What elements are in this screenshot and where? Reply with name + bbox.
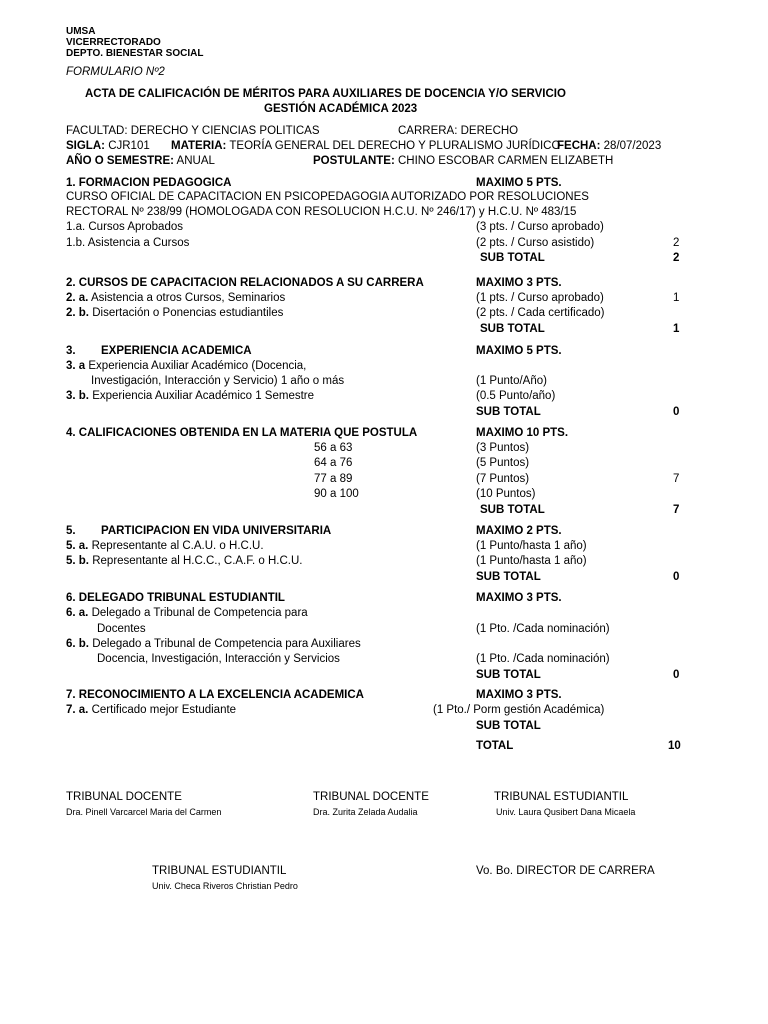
item-1a: 1.a. Cursos Aprobados <box>66 221 183 233</box>
signature-name: Dra. Zurita Zelada Audalia <box>313 807 418 817</box>
item-6a-number: 6. a. <box>66 607 89 619</box>
grade-range: 77 a 89 <box>314 473 353 485</box>
item-7a-points: (1 Pto./ Porm gestión Académica) <box>433 704 605 716</box>
item-5b-number: 5. b. <box>66 555 90 567</box>
carrera: CARRERA: DERECHO <box>398 125 519 137</box>
form-number: FORMULARIO Nº2 <box>66 66 165 78</box>
section-2-max: MAXIMO 3 PTS. <box>476 277 562 289</box>
item-3a <box>66 361 306 373</box>
section-6-title: 6. DELEGADO TRIBUNAL ESTUDIANTIL <box>66 592 285 604</box>
item-5a-number: 5. a. <box>66 540 89 552</box>
section-1-desc-2: RECTORAL Nº 238/99 (HOMOLOGADA CON RESOLUCION H.C.U. Nº 246/17) y H.C.U. Nº 483/15 <box>66 206 577 218</box>
section-3-title: EXPERIENCIA ACADEMICA <box>101 345 252 357</box>
section-5-max: MAXIMO 2 PTS. <box>476 525 562 537</box>
signature-role: Vo. Bo. DIRECTOR DE CARRERA <box>476 865 655 877</box>
section-7-title: 7. RECONOCIMIENTO A LA EXCELENCIA ACADEMICA <box>66 689 364 701</box>
section-5-number: 5. <box>66 525 76 537</box>
item-6b-text: Delegado a Tribunal de Competencia para Auxiliares <box>92 638 361 650</box>
item-3b <box>66 391 314 403</box>
anio-label: AÑO O SEMESTRE: <box>66 155 174 167</box>
item-2a-text: Asistencia a otros Cursos, Seminarios <box>90 292 286 304</box>
facultad: FACULTAD: DERECHO Y CIENCIAS POLITICAS <box>66 125 320 137</box>
item-5a-text: Representante al C.A.U. o H.C.U. <box>91 540 264 552</box>
anio-value: ANUAL <box>176 155 215 167</box>
section-2-subtotal: 1 <box>673 323 680 335</box>
item-3b-points: (0.5 Punto/año) <box>476 390 556 402</box>
item-2a-points: (1 pts. / Curso aprobado) <box>476 292 604 304</box>
item-6b-points: (1 Pto. /Cada nominación) <box>476 653 610 665</box>
section-6-subtotal-label: SUB TOTAL <box>476 669 541 681</box>
section-1-subtotal-label: SUB TOTAL <box>480 252 545 264</box>
sigla-line <box>66 141 150 153</box>
vice-name: VICERRECTORADO <box>66 37 161 48</box>
total-value: 10 <box>668 740 681 752</box>
item-2b-text: Disertación o Ponencias estudiantiles <box>92 307 284 319</box>
total-label: TOTAL <box>476 740 514 752</box>
item-6a-text-2: Docentes <box>97 623 146 635</box>
section-6-max: MAXIMO 3 PTS. <box>476 592 562 604</box>
item-1b-points: (2 pts. / Curso asistido) <box>476 237 595 249</box>
document-title: ACTA DE CALIFICACIÓN DE MÉRITOS PARA AUXILIARES DE DOCENCIA Y/O SERVICIO <box>85 88 566 100</box>
signature-role: TRIBUNAL DOCENTE <box>66 791 182 803</box>
grade-points: (7 Puntos) <box>476 473 530 485</box>
item-3a-text-2: Investigación, Interacción y Servicio) 1 año o más <box>91 375 345 387</box>
signature-role: TRIBUNAL ESTUDIANTIL <box>152 865 287 877</box>
section-2-title: 2. CURSOS DE CAPACITACION RELACIONADOS A SU CARRERA <box>66 277 424 289</box>
item-5b <box>66 556 303 568</box>
item-6b-number: 6. b. <box>66 638 90 650</box>
item-6a <box>66 608 308 620</box>
item-3b-number: 3. b. <box>66 390 90 402</box>
postulante-line <box>313 156 613 168</box>
section-7-max: MAXIMO 3 PTS. <box>476 689 562 701</box>
fecha-value: 28/07/2023 <box>603 140 662 152</box>
item-5a <box>66 541 264 553</box>
item-7a-number: 7. a. <box>66 704 89 716</box>
postulante-value: CHINO ESCOBAR CARMEN ELIZABETH <box>397 155 614 167</box>
item-5b-points: (1 Punto/hasta 1 año) <box>476 555 587 567</box>
grade-points: (3 Puntos) <box>476 442 530 454</box>
fecha-label: FECHA: <box>557 140 601 152</box>
item-7a-text: Certificado mejor Estudiante <box>91 704 237 716</box>
section-4-subtotal-label: SUB TOTAL <box>480 504 545 516</box>
fecha-line <box>557 141 661 153</box>
section-5-subtotal: 0 <box>673 571 680 583</box>
signature-name: Univ. Laura Qusibert Dana Micaela <box>496 807 636 817</box>
signature-name: Univ. Checa Riveros Christian Pedro <box>152 881 298 891</box>
sigla-value: CJR101 <box>108 140 150 152</box>
grade-range: 64 a 76 <box>314 457 353 469</box>
section-4-title: 4. CALIFICACIONES OBTENIDA EN LA MATERIA QUE POSTULA <box>66 427 418 439</box>
item-5b-text: Representante al H.C.C., C.A.F. o H.C.U. <box>92 555 303 567</box>
item-7a <box>66 705 236 717</box>
item-2a-score: 1 <box>673 292 680 304</box>
item-1a-points: (3 pts. / Curso aprobado) <box>476 221 604 233</box>
document-subtitle: GESTIÓN ACADÉMICA 2023 <box>264 103 418 115</box>
item-6a-points: (1 Pto. /Cada nominación) <box>476 623 610 635</box>
item-5a-points: (1 Punto/hasta 1 año) <box>476 540 587 552</box>
section-2-subtotal-label: SUB TOTAL <box>480 323 545 335</box>
item-3b-text: Experiencia Auxiliar Académico 1 Semestre <box>92 390 315 402</box>
section-3-number: 3. <box>66 345 76 357</box>
section-1-max: MAXIMO 5 PTS. <box>476 177 562 189</box>
item-2a-number: 2. a. <box>66 292 89 304</box>
section-4-max: MAXIMO 10 PTS. <box>476 427 569 439</box>
item-2a <box>66 293 285 305</box>
section-1-title: 1. FORMACION PEDAGOGICA <box>66 177 232 189</box>
section-6-subtotal: 0 <box>673 669 680 681</box>
section-7-subtotal-label: SUB TOTAL <box>476 720 541 732</box>
item-3a-text: Experiencia Auxiliar Académico (Docencia, <box>88 360 307 372</box>
materia-line <box>171 141 560 153</box>
item-2b <box>66 308 283 320</box>
postulante-label: POSTULANTE: <box>313 155 395 167</box>
grade-range: 90 a 100 <box>314 488 359 500</box>
section-3-max: MAXIMO 5 PTS. <box>476 345 562 357</box>
grade-points: (10 Puntos) <box>476 488 536 500</box>
section-3-subtotal-label: SUB TOTAL <box>476 406 541 418</box>
item-3a-points: (1 Punto/Año) <box>476 375 547 387</box>
item-2b-points: (2 pts. / Cada certificado) <box>476 307 605 319</box>
anio-line <box>66 156 215 168</box>
item-6b-text-2: Docencia, Investigación, Interacción y Servicios <box>97 653 340 665</box>
section-5-title: PARTICIPACION EN VIDA UNIVERSITARIA <box>101 525 332 537</box>
section-4-subtotal: 7 <box>673 504 680 516</box>
section-5-subtotal-label: SUB TOTAL <box>476 571 541 583</box>
section-1-desc: CURSO OFICIAL DE CAPACITACION EN PSICOPEDAGOGIA AUTORIZADO POR RESOLUCIONES <box>66 191 589 203</box>
item-6b <box>66 639 361 651</box>
section-1-subtotal: 2 <box>673 252 680 264</box>
dept-name: DEPTO. BIENESTAR SOCIAL <box>66 48 204 59</box>
signature-role: TRIBUNAL DOCENTE <box>313 791 429 803</box>
item-1b-score: 2 <box>673 237 680 249</box>
item-1b: 1.b. Asistencia a Cursos <box>66 237 190 249</box>
sigla-label: SIGLA: <box>66 140 105 152</box>
signature-role: TRIBUNAL ESTUDIANTIL <box>494 791 629 803</box>
section-3-subtotal: 0 <box>673 406 680 418</box>
item-2b-number: 2. b. <box>66 307 90 319</box>
grade-range: 56 a 63 <box>314 442 353 454</box>
item-6a-text: Delegado a Tribunal de Competencia para <box>91 607 308 619</box>
materia-label: MATERIA: <box>171 140 227 152</box>
grade-score: 7 <box>673 473 680 485</box>
grade-points: (5 Puntos) <box>476 457 530 469</box>
materia-value: TEORÍA GENERAL DEL DERECHO Y PLURALISMO JURÍDICO <box>229 140 561 152</box>
org-name: UMSA <box>66 26 96 37</box>
signature-name: Dra. Pinell Varcarcel Maria del Carmen <box>66 807 222 817</box>
item-3a-number: 3. a <box>66 360 86 372</box>
